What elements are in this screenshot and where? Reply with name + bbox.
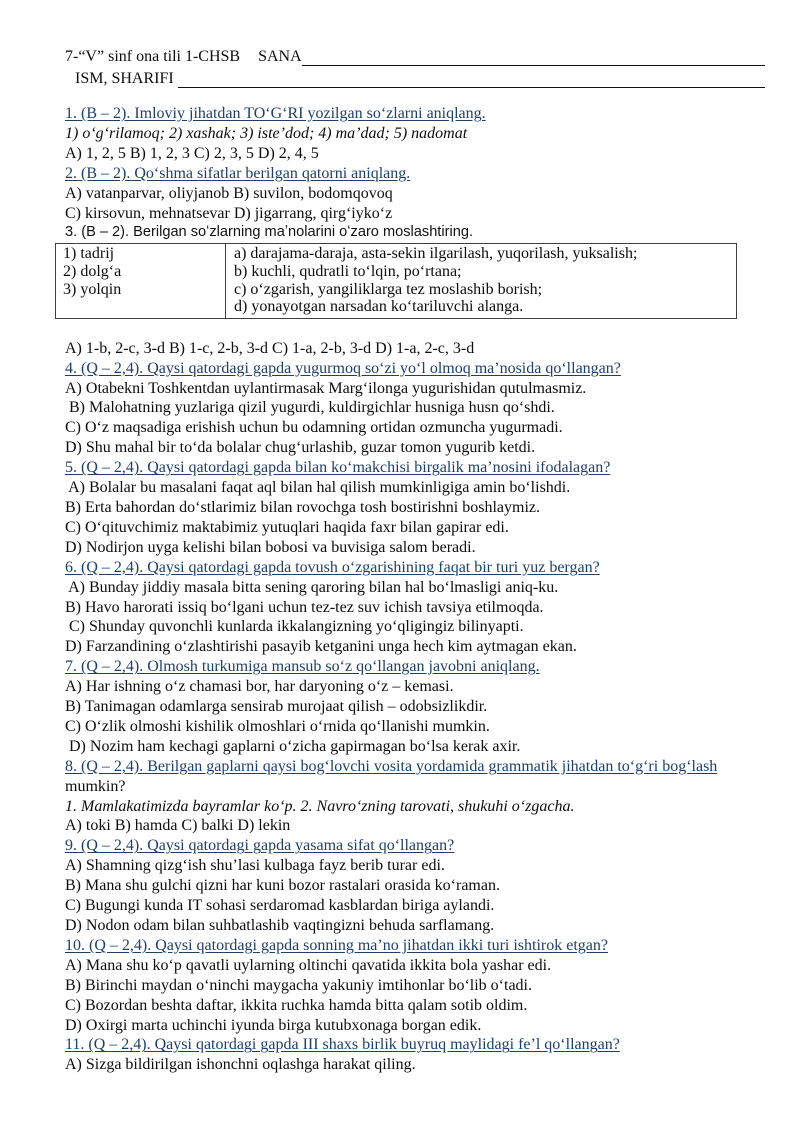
question-title: 10. (Q – 2,4). Qaysi qatordagi gapda sonning maʼno jihatdan ikki turi ishtirok etgan? [65, 936, 608, 954]
table-right-line: a) darajama-daraja, asta-sekin ilgarilash, yuqorilash, yuksalish; [234, 245, 638, 263]
title-row [65, 46, 765, 68]
table-left-line: 2) dolgʻa [63, 262, 122, 280]
name-row [65, 68, 765, 90]
option-line: A) toki B) hamda C) balki D) lekin [65, 817, 291, 835]
date-blank-line [302, 64, 765, 66]
name-blank-line [178, 86, 765, 88]
option-line: A) Bunday jiddiy masala bitta sening qaroring bilan hal boʻlmasligi aniq-ku. [65, 578, 559, 596]
document-header [65, 46, 765, 90]
option-line: B) Erta bahordan doʻstlarimiz bilan rovochga tosh bostirishni boshlaymiz. [65, 498, 541, 516]
option-line: B) Birinchi maydan oʻninchi maygacha yakuniy imtihonlar boʻlib oʻtadi. [65, 976, 532, 994]
option-line: D) Oxirgi marta uchinchi iyunda birga kutubxonaga borgan edik. [65, 1016, 482, 1034]
option-line: D) Shu mahal bir toʻda bolalar chugʻurlashib, guzar tomon yugurib ketdi. [65, 439, 536, 457]
option-line: mumkin? [65, 777, 126, 795]
option-line: D) Farzandining oʻzlashtirishi pasayib ketganini unga hech kim aytmagan ekan. [65, 638, 577, 656]
table-left-line: 1) tadrij [63, 245, 115, 263]
table-right-line: d) yonayotgan narsadan koʻtariluvchi alanga. [234, 298, 524, 316]
table-left-line: 3) yolqin [63, 280, 122, 298]
table-right-cell [226, 244, 736, 317]
option-line: A) Bolalar bu masalani faqat aql bilan hal qilish mumkinligiga amin boʻlishdi. [65, 479, 571, 497]
option-line: C) Oʻzlik olmoshi kishilik olmoshlari oʻrnida qoʻllanishi mumkin. [65, 717, 490, 735]
option-line: C) kirsovun, mehnatsevar D) jigarrang, qirgʻiykoʻz [65, 204, 393, 222]
question-stem: 1) oʻgʻrilamoq; 2) xashak; 3) isteʼdod; 4) maʼdad; 5) nadomat [65, 124, 468, 142]
question-title: 2. (B – 2). Qoʻshma sifatlar berilgan qatorni aniqlang. [65, 164, 411, 182]
option-line: A) 1, 2, 5 B) 1, 2, 3 C) 2, 3, 5 D) 2, 4, 5 [65, 144, 319, 162]
date-label: SANA [258, 48, 302, 65]
matching-table [55, 243, 737, 318]
table-right-line: c) oʻzgarish, yangiliklarga tez moslashib borish; [234, 280, 543, 298]
question-blocks [65, 104, 765, 1075]
option-line: B) Mana shu gulchi qizni har kuni bozor rastalari orasida koʻraman. [65, 877, 500, 895]
option-line: D) Nodon odam bilan suhbatlashib vaqtingizni behuda sarflamang. [65, 917, 495, 934]
option-line: B) Havo harorati issiq boʻlgani uchun tez-tez suv ichish tavsiya etilmoqda. [65, 598, 544, 616]
option-line: A) 1-b, 2-c, 3-d B) 1-c, 2-b, 3-d C) 1-a, 2-b, 3-d D) 1-a, 2-c, 3-d [65, 339, 475, 357]
option-line: B) Malohatning yuzlariga qizil yugurdi, kuldirgichlar husniga husn qoʻshdi. [65, 399, 555, 417]
option-line: C) Oʻz maqsadiga erishish uchun bu odamning ortidan ozmuncha yugurmadi. [65, 419, 563, 437]
question-title: 3. (B – 2). Berilgan soʻzlarning maʼnolarini oʻzaro moslashtiring. [65, 224, 473, 241]
question-title: 9. (Q – 2,4). Qaysi qatordagi gapda yasama sifat qoʻllangan? [65, 837, 455, 855]
option-line: D) Nozim ham kechagi gaplarni oʻzicha gapirmagan boʻlsa kerak axir. [65, 737, 521, 755]
option-line: D) Nodirjon uyga kelishi bilan bobosi va buvisiga salom beradi. [65, 538, 476, 556]
option-line: C) Bugungi kunda IT sohasi serdaromad kasblardan biriga aylandi. [65, 897, 495, 915]
option-line: A) Otabekni Toshkentdan uylantirmasak Margʻilonga yugurishidan qutulmasmiz. [65, 379, 587, 397]
question-title: 6. (Q – 2,4). Qaysi qatordagi gapda tovush oʻzgarishining faqat bir turi yuz bergan? [65, 558, 600, 576]
question-title: 1. (B – 2). Imloviy jihatdan TOʻGʻRI yozilgan soʻzlarni aniqlang. [65, 105, 486, 122]
option-line: A) Sizga bildirilgan ishonchni oqlashga harakat qiling. [65, 1056, 416, 1074]
question-title: 11. (Q – 2,4). Qaysi qatordagi gapda III shaxs birlik buyruq maylidagi feʼl qoʻllangan? [65, 1036, 620, 1054]
table-right-line: b) kuchli, qudratli toʻlqin, poʻrtana; [234, 262, 462, 280]
option-line: A) Har ishning oʻz chamasi bor, har daryoning oʻz – kemasi. [65, 678, 454, 696]
question-title: 7. (Q – 2,4). Olmosh turkumiga mansub soʻz qoʻllangan javobni aniqlang. [65, 658, 540, 676]
option-line: C) Oʻqituvchimiz maktabimiz yutuqlari haqida faxr bilan gapirar edi. [65, 518, 509, 536]
question-title: 8. (Q – 2,4). Berilgan gaplarni qaysi bogʻlovchi vosita yordamida grammatik jihatdan toʻgʻri bogʻlash [65, 757, 718, 775]
name-label: ISM, SHARIFI [75, 70, 178, 87]
doc-title: 7-“V” sinf ona tili 1-CHSB [65, 48, 241, 65]
option-line: A) Shamning qizgʻish shuʼlasi kulbaga fayz berib turar edi. [65, 857, 445, 875]
spacer [65, 319, 765, 339]
option-line: B) Tanimagan odamlarga sensirab murojaat qilish – odobsizlikdir. [65, 698, 488, 716]
question-stem: 1. Mamlakatimizda bayramlar koʻp. 2. Navroʻzning tarovati, shukuhi oʻzgacha. [65, 797, 575, 815]
option-line: C) Bozordan beshta daftar, ikkita ruchka hamda bitta qalam sotib oldim. [65, 996, 528, 1014]
option-line: C) Shunday quvonchli kunlarda ikkalangizning yoʻqligingiz bilinyapti. [65, 618, 524, 636]
question-title: 5. (Q – 2,4). Qaysi qatordagi gapda bilan koʻmakchisi birgalik maʼnosini ifodalagan? [65, 459, 611, 477]
option-line: A) vatanparvar, oliyjanob B) suvilon, bodomqovoq [65, 184, 393, 202]
table-left-cell [56, 244, 226, 317]
option-line: A) Mana shu koʻp qavatli uylarning oltinchi qavatida ikkita bola yashar edi. [65, 956, 552, 974]
question-title: 4. (Q – 2,4). Qaysi qatordagi gapda yugurmoq soʻzi yoʻl olmoq maʼnosida qoʻllangan? [65, 359, 621, 377]
